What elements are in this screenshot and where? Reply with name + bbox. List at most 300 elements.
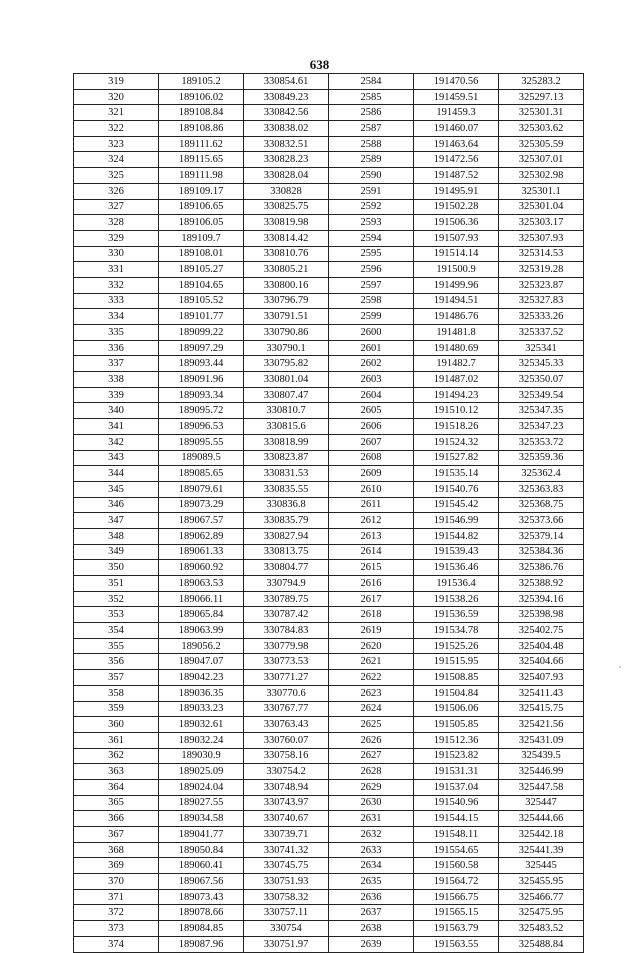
right-point-number-cell: 2604 [329,387,414,403]
left-point-number-cell: 341 [74,419,159,435]
left-x-coordinate-cell: 189047.07 [159,654,244,670]
left-y-coordinate-cell: 330835.55 [244,481,329,497]
left-x-coordinate-cell: 189030.9 [159,748,244,764]
table-row [74,230,584,246]
right-x-coordinate-cell: 191564.72 [414,874,499,890]
left-x-coordinate-cell: 189108.01 [159,246,244,262]
left-point-number-cell: 359 [74,701,159,717]
right-x-coordinate-cell: 191482.7 [414,356,499,372]
right-point-number-cell: 2625 [329,717,414,733]
right-y-coordinate-cell: 325466.77 [499,889,584,905]
right-x-coordinate-cell: 191525.26 [414,638,499,654]
right-x-coordinate-cell: 191527.82 [414,450,499,466]
right-y-coordinate-cell: 325301.31 [499,105,584,121]
right-x-coordinate-cell: 191486.76 [414,309,499,325]
left-point-number-cell: 328 [74,215,159,231]
right-x-coordinate-cell: 191524.32 [414,434,499,450]
right-point-number-cell: 2638 [329,921,414,937]
left-point-number-cell: 342 [74,434,159,450]
left-point-number-cell: 339 [74,387,159,403]
right-y-coordinate-cell: 325407.93 [499,670,584,686]
right-y-coordinate-cell: 325302.98 [499,168,584,184]
table-row [74,105,584,121]
left-x-coordinate-cell: 189063.53 [159,576,244,592]
right-point-number-cell: 2596 [329,262,414,278]
left-x-coordinate-cell: 189089.5 [159,450,244,466]
right-y-coordinate-cell: 325379.14 [499,528,584,544]
table-row [74,811,584,827]
right-point-number-cell: 2603 [329,372,414,388]
left-point-number-cell: 345 [74,481,159,497]
left-point-number-cell: 324 [74,152,159,168]
left-point-number-cell: 347 [74,513,159,529]
table-row [74,732,584,748]
table-row [74,403,584,419]
right-y-coordinate-cell: 325373.66 [499,513,584,529]
left-y-coordinate-cell: 330757.11 [244,905,329,921]
left-point-number-cell: 321 [74,105,159,121]
right-point-number-cell: 2600 [329,325,414,341]
table-row [74,183,584,199]
right-y-coordinate-cell: 325404.48 [499,638,584,654]
right-point-number-cell: 2587 [329,121,414,137]
right-x-coordinate-cell: 191463.64 [414,136,499,152]
right-x-coordinate-cell: 191565.15 [414,905,499,921]
left-point-number-cell: 343 [74,450,159,466]
left-point-number-cell: 367 [74,827,159,843]
right-point-number-cell: 2626 [329,732,414,748]
left-point-number-cell: 372 [74,905,159,921]
right-x-coordinate-cell: 191523.82 [414,748,499,764]
right-x-coordinate-cell: 191494.51 [414,293,499,309]
right-x-coordinate-cell: 191563.55 [414,936,499,952]
right-point-number-cell: 2621 [329,654,414,670]
table-row [74,842,584,858]
right-y-coordinate-cell: 325447.58 [499,779,584,795]
left-y-coordinate-cell: 330771.27 [244,670,329,686]
left-y-coordinate-cell: 330854.61 [244,74,329,90]
left-x-coordinate-cell: 189096.53 [159,419,244,435]
left-y-coordinate-cell: 330754.2 [244,764,329,780]
table-row [74,419,584,435]
table-row [74,136,584,152]
right-point-number-cell: 2616 [329,576,414,592]
right-x-coordinate-cell: 191536.46 [414,560,499,576]
table-row [74,513,584,529]
coordinate-table-body [74,74,584,953]
right-x-coordinate-cell: 191538.26 [414,591,499,607]
left-x-coordinate-cell: 189106.65 [159,199,244,215]
right-y-coordinate-cell: 325341 [499,340,584,356]
table-row [74,921,584,937]
right-y-coordinate-cell: 325349.54 [499,387,584,403]
table-row [74,889,584,905]
right-x-coordinate-cell: 191534.78 [414,623,499,639]
left-point-number-cell: 327 [74,199,159,215]
left-y-coordinate-cell: 330770.6 [244,685,329,701]
right-point-number-cell: 2615 [329,560,414,576]
left-x-coordinate-cell: 189108.86 [159,121,244,137]
right-x-coordinate-cell: 191472.56 [414,152,499,168]
left-x-coordinate-cell: 189108.84 [159,105,244,121]
table-row [74,246,584,262]
right-y-coordinate-cell: 325307.93 [499,230,584,246]
left-y-coordinate-cell: 330740.67 [244,811,329,827]
right-x-coordinate-cell: 191514.14 [414,246,499,262]
left-point-number-cell: 362 [74,748,159,764]
left-x-coordinate-cell: 189099.22 [159,325,244,341]
right-y-coordinate-cell: 325483.52 [499,921,584,937]
left-x-coordinate-cell: 189085.65 [159,466,244,482]
right-x-coordinate-cell: 191548.11 [414,827,499,843]
right-y-coordinate-cell: 325447 [499,795,584,811]
table-row [74,748,584,764]
left-y-coordinate-cell: 330836.8 [244,497,329,513]
left-y-coordinate-cell: 330789.75 [244,591,329,607]
right-y-coordinate-cell: 325445 [499,858,584,874]
right-y-coordinate-cell: 325307.01 [499,152,584,168]
table-row [74,623,584,639]
right-point-number-cell: 2589 [329,152,414,168]
table-row [74,591,584,607]
right-point-number-cell: 2636 [329,889,414,905]
left-y-coordinate-cell: 330828 [244,183,329,199]
right-point-number-cell: 2635 [329,874,414,890]
left-point-number-cell: 340 [74,403,159,419]
left-x-coordinate-cell: 189067.56 [159,874,244,890]
right-x-coordinate-cell: 191566.75 [414,889,499,905]
right-y-coordinate-cell: 325303.17 [499,215,584,231]
right-y-coordinate-cell: 325402.75 [499,623,584,639]
right-y-coordinate-cell: 325446.99 [499,764,584,780]
left-x-coordinate-cell: 189111.98 [159,168,244,184]
right-point-number-cell: 2632 [329,827,414,843]
right-y-coordinate-cell: 325384.36 [499,544,584,560]
right-x-coordinate-cell: 191499.96 [414,277,499,293]
right-point-number-cell: 2612 [329,513,414,529]
left-y-coordinate-cell: 330794.9 [244,576,329,592]
right-x-coordinate-cell: 191494.23 [414,387,499,403]
table-row [74,466,584,482]
left-point-number-cell: 364 [74,779,159,795]
left-y-coordinate-cell: 330773.53 [244,654,329,670]
left-point-number-cell: 373 [74,921,159,937]
left-point-number-cell: 319 [74,74,159,90]
right-x-coordinate-cell: 191510.12 [414,403,499,419]
table-row [74,199,584,215]
table-row [74,764,584,780]
right-point-number-cell: 2593 [329,215,414,231]
left-y-coordinate-cell: 330818.99 [244,434,329,450]
right-y-coordinate-cell: 325323.87 [499,277,584,293]
left-y-coordinate-cell: 330801.04 [244,372,329,388]
left-point-number-cell: 322 [74,121,159,137]
right-y-coordinate-cell: 325337.52 [499,325,584,341]
left-y-coordinate-cell: 330813.75 [244,544,329,560]
right-y-coordinate-cell: 325345.33 [499,356,584,372]
left-x-coordinate-cell: 189093.44 [159,356,244,372]
right-y-coordinate-cell: 325363.83 [499,481,584,497]
right-y-coordinate-cell: 325442.18 [499,827,584,843]
left-y-coordinate-cell: 330784.83 [244,623,329,639]
left-x-coordinate-cell: 189106.02 [159,89,244,105]
left-point-number-cell: 353 [74,607,159,623]
right-point-number-cell: 2608 [329,450,414,466]
left-point-number-cell: 350 [74,560,159,576]
right-y-coordinate-cell: 325415.75 [499,701,584,717]
table-row [74,544,584,560]
left-y-coordinate-cell: 330828.04 [244,168,329,184]
left-y-coordinate-cell: 330825.75 [244,199,329,215]
left-y-coordinate-cell: 330779.98 [244,638,329,654]
table-row [74,670,584,686]
left-x-coordinate-cell: 189106.05 [159,215,244,231]
right-y-coordinate-cell: 325488.84 [499,936,584,952]
right-x-coordinate-cell: 191512.36 [414,732,499,748]
left-y-coordinate-cell: 330800.16 [244,277,329,293]
right-point-number-cell: 2624 [329,701,414,717]
right-x-coordinate-cell: 191563.79 [414,921,499,937]
right-point-number-cell: 2606 [329,419,414,435]
left-y-coordinate-cell: 330831.53 [244,466,329,482]
left-x-coordinate-cell: 189087.96 [159,936,244,952]
table-row [74,560,584,576]
right-y-coordinate-cell: 325297.13 [499,89,584,105]
left-x-coordinate-cell: 189060.41 [159,858,244,874]
right-x-coordinate-cell: 191480.69 [414,340,499,356]
right-y-coordinate-cell: 325353.72 [499,434,584,450]
left-y-coordinate-cell: 330810.76 [244,246,329,262]
left-x-coordinate-cell: 189105.2 [159,74,244,90]
left-point-number-cell: 337 [74,356,159,372]
left-point-number-cell: 352 [74,591,159,607]
left-x-coordinate-cell: 189084.85 [159,921,244,937]
right-y-coordinate-cell: 325444.66 [499,811,584,827]
left-x-coordinate-cell: 189109.7 [159,230,244,246]
left-y-coordinate-cell: 330760.07 [244,732,329,748]
right-point-number-cell: 2597 [329,277,414,293]
table-row [74,74,584,90]
right-y-coordinate-cell: 325411.43 [499,685,584,701]
left-y-coordinate-cell: 330823.87 [244,450,329,466]
right-y-coordinate-cell: 325283.2 [499,74,584,90]
left-point-number-cell: 338 [74,372,159,388]
left-x-coordinate-cell: 189042.23 [159,670,244,686]
left-x-coordinate-cell: 189104.65 [159,277,244,293]
right-x-coordinate-cell: 191544.82 [414,528,499,544]
table-row [74,874,584,890]
left-point-number-cell: 361 [74,732,159,748]
right-x-coordinate-cell: 191554.65 [414,842,499,858]
left-x-coordinate-cell: 189097.29 [159,340,244,356]
page-number: 638 [309,57,330,72]
left-x-coordinate-cell: 189093.34 [159,387,244,403]
right-point-number-cell: 2639 [329,936,414,952]
left-x-coordinate-cell: 189032.24 [159,732,244,748]
right-point-number-cell: 2591 [329,183,414,199]
right-point-number-cell: 2601 [329,340,414,356]
right-y-coordinate-cell: 325421.56 [499,717,584,733]
right-y-coordinate-cell: 325333.26 [499,309,584,325]
left-point-number-cell: 330 [74,246,159,262]
left-x-coordinate-cell: 189073.29 [159,497,244,513]
left-y-coordinate-cell: 330804.77 [244,560,329,576]
left-x-coordinate-cell: 189105.27 [159,262,244,278]
right-y-coordinate-cell: 325398.98 [499,607,584,623]
right-x-coordinate-cell: 191500.9 [414,262,499,278]
left-x-coordinate-cell: 189060.92 [159,560,244,576]
table-row [74,450,584,466]
right-y-coordinate-cell: 325394.16 [499,591,584,607]
left-x-coordinate-cell: 189105.52 [159,293,244,309]
left-point-number-cell: 346 [74,497,159,513]
right-y-coordinate-cell: 325431.09 [499,732,584,748]
left-y-coordinate-cell: 330751.97 [244,936,329,952]
left-point-number-cell: 333 [74,293,159,309]
right-point-number-cell: 2609 [329,466,414,482]
left-point-number-cell: 335 [74,325,159,341]
left-x-coordinate-cell: 189079.61 [159,481,244,497]
right-y-coordinate-cell: 325301.1 [499,183,584,199]
table-row [74,685,584,701]
right-y-coordinate-cell: 325368.75 [499,497,584,513]
left-point-number-cell: 360 [74,717,159,733]
right-x-coordinate-cell: 191495.91 [414,183,499,199]
table-row [74,936,584,952]
right-x-coordinate-cell: 191504.84 [414,685,499,701]
left-point-number-cell: 357 [74,670,159,686]
right-x-coordinate-cell: 191518.26 [414,419,499,435]
right-point-number-cell: 2595 [329,246,414,262]
right-y-coordinate-cell: 325404.66 [499,654,584,670]
right-x-coordinate-cell: 191459.3 [414,105,499,121]
left-y-coordinate-cell: 330790.1 [244,340,329,356]
left-y-coordinate-cell: 330758.16 [244,748,329,764]
right-point-number-cell: 2590 [329,168,414,184]
right-point-number-cell: 2630 [329,795,414,811]
right-x-coordinate-cell: 191537.04 [414,779,499,795]
left-x-coordinate-cell: 189062.89 [159,528,244,544]
left-point-number-cell: 355 [74,638,159,654]
right-point-number-cell: 2611 [329,497,414,513]
left-x-coordinate-cell: 189027.55 [159,795,244,811]
left-x-coordinate-cell: 189032.61 [159,717,244,733]
left-y-coordinate-cell: 330827.94 [244,528,329,544]
left-y-coordinate-cell: 330748.94 [244,779,329,795]
left-point-number-cell: 365 [74,795,159,811]
left-x-coordinate-cell: 189034.58 [159,811,244,827]
left-point-number-cell: 349 [74,544,159,560]
left-x-coordinate-cell: 189066.11 [159,591,244,607]
left-point-number-cell: 326 [74,183,159,199]
table-row [74,152,584,168]
left-point-number-cell: 348 [74,528,159,544]
left-x-coordinate-cell: 189025.09 [159,764,244,780]
right-point-number-cell: 2617 [329,591,414,607]
left-y-coordinate-cell: 330828.23 [244,152,329,168]
right-x-coordinate-cell: 191487.02 [414,372,499,388]
left-point-number-cell: 358 [74,685,159,701]
table-row [74,277,584,293]
left-y-coordinate-cell: 330743.97 [244,795,329,811]
table-row [74,654,584,670]
left-x-coordinate-cell: 189041.77 [159,827,244,843]
right-point-number-cell: 2629 [329,779,414,795]
right-x-coordinate-cell: 191540.76 [414,481,499,497]
table-row [74,325,584,341]
right-x-coordinate-cell: 191560.58 [414,858,499,874]
left-x-coordinate-cell: 189095.55 [159,434,244,450]
left-y-coordinate-cell: 330819.98 [244,215,329,231]
left-x-coordinate-cell: 189050.84 [159,842,244,858]
left-y-coordinate-cell: 330791.51 [244,309,329,325]
left-x-coordinate-cell: 189109.17 [159,183,244,199]
right-point-number-cell: 2584 [329,74,414,90]
table-row [74,89,584,105]
left-point-number-cell: 320 [74,89,159,105]
right-point-number-cell: 2585 [329,89,414,105]
right-point-number-cell: 2586 [329,105,414,121]
left-point-number-cell: 366 [74,811,159,827]
left-y-coordinate-cell: 330787.42 [244,607,329,623]
right-point-number-cell: 2614 [329,544,414,560]
right-point-number-cell: 2594 [329,230,414,246]
left-y-coordinate-cell: 330758.32 [244,889,329,905]
right-point-number-cell: 2619 [329,623,414,639]
left-x-coordinate-cell: 189078.66 [159,905,244,921]
table-row [74,340,584,356]
right-point-number-cell: 2592 [329,199,414,215]
right-x-coordinate-cell: 191515.95 [414,654,499,670]
table-row [74,372,584,388]
left-y-coordinate-cell: 330763.43 [244,717,329,733]
table-row [74,638,584,654]
table-row [74,607,584,623]
left-point-number-cell: 331 [74,262,159,278]
left-y-coordinate-cell: 330815.6 [244,419,329,435]
table-row [74,215,584,231]
right-x-coordinate-cell: 191536.59 [414,607,499,623]
left-point-number-cell: 363 [74,764,159,780]
table-row [74,168,584,184]
left-y-coordinate-cell: 330842.56 [244,105,329,121]
right-y-coordinate-cell: 325475.95 [499,905,584,921]
left-point-number-cell: 370 [74,874,159,890]
left-point-number-cell: 329 [74,230,159,246]
table-row [74,528,584,544]
table-row [74,434,584,450]
left-y-coordinate-cell: 330805.21 [244,262,329,278]
right-y-coordinate-cell: 325314.53 [499,246,584,262]
right-point-number-cell: 2599 [329,309,414,325]
left-y-coordinate-cell: 330790.86 [244,325,329,341]
right-point-number-cell: 2637 [329,905,414,921]
right-x-coordinate-cell: 191487.52 [414,168,499,184]
left-x-coordinate-cell: 189065.84 [159,607,244,623]
right-point-number-cell: 2623 [329,685,414,701]
left-point-number-cell: 325 [74,168,159,184]
left-y-coordinate-cell: 330810.7 [244,403,329,419]
left-y-coordinate-cell: 330814.42 [244,230,329,246]
left-x-coordinate-cell: 189101.77 [159,309,244,325]
right-point-number-cell: 2627 [329,748,414,764]
left-point-number-cell: 369 [74,858,159,874]
right-x-coordinate-cell: 191507.93 [414,230,499,246]
right-x-coordinate-cell: 191535.14 [414,466,499,482]
table-row [74,293,584,309]
left-x-coordinate-cell: 189056.2 [159,638,244,654]
table-row [74,262,584,278]
